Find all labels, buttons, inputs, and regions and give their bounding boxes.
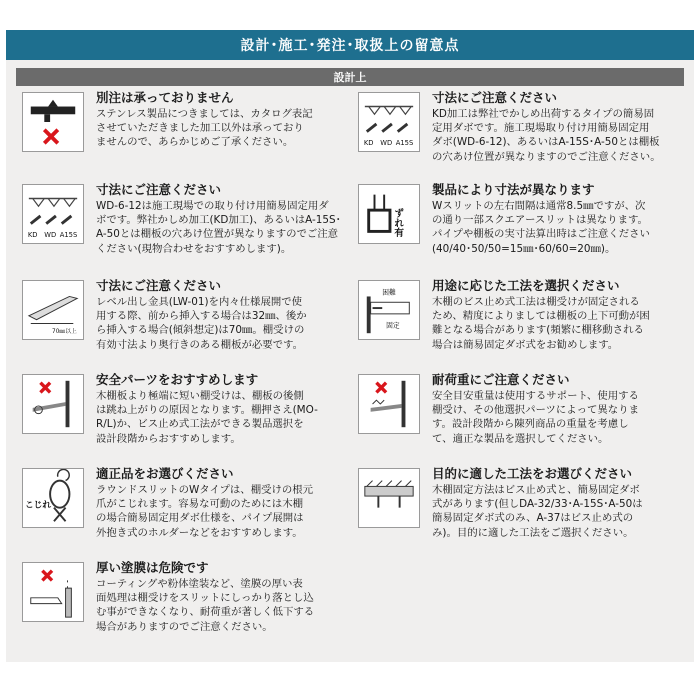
overload-warning-icon bbox=[358, 374, 420, 434]
note-heading: 別注は承っておりません bbox=[96, 90, 234, 105]
note-body: Wスリットの左右間隔は通常8.5㎜ですが、次 の通り一部スクエアースリットは異なります。 パイプや棚板の実寸法算出時はご注意ください (40/40･50/50=15㎜･60/60=20㎜)。 bbox=[432, 200, 650, 255]
note-heading: 寸法にご注意ください bbox=[96, 182, 222, 197]
note-body: 安全目安重量は使用するサポート、使用する 棚受け、その他選択パーツによって異なりま す。設計段階から陳列商品の重量を考慮し て、適正な製品を選択してください。 bbox=[432, 390, 639, 445]
svg-text:KD: KD bbox=[27, 231, 38, 240]
svg-text:WD: WD bbox=[44, 231, 57, 240]
level-bracket-icon bbox=[22, 280, 84, 340]
note-heading: 寸法にご注意ください bbox=[96, 278, 222, 293]
note-item-fixing-method bbox=[358, 466, 688, 556]
note-item-load-capacity bbox=[358, 372, 688, 462]
note-item-thick-coating bbox=[22, 560, 352, 650]
section-heading: 設計上 bbox=[16, 68, 684, 86]
screw-fixed-shelf-icon bbox=[358, 280, 420, 340]
note-item-dimension-kd bbox=[358, 90, 688, 180]
note-body: ステンレス製品につきましては、カタログ表記 させていただきました加工以外は承っており ませんので、あらかじめご了承ください。 bbox=[96, 108, 313, 149]
note-heading: 寸法にご注意ください bbox=[432, 90, 558, 105]
svg-text:WD: WD bbox=[380, 139, 393, 148]
svg-text:KD: KD bbox=[363, 139, 374, 148]
note-heading: 製品により寸法が異なります bbox=[432, 182, 595, 197]
prohibited-custom-icon bbox=[22, 92, 84, 152]
note-heading: 適正品をお選びください bbox=[96, 466, 234, 481]
note-heading: 厚い塗膜は危険です bbox=[96, 560, 209, 575]
note-item-slit-spacing bbox=[358, 182, 688, 272]
dowel-types-icon bbox=[358, 92, 420, 152]
svg-text:70㎜以上: 70㎜以上 bbox=[52, 329, 77, 336]
note-heading: 安全パーツをおすすめします bbox=[96, 372, 259, 387]
note-item-dimension-wd bbox=[22, 182, 352, 272]
svg-text:A15S: A15S bbox=[59, 231, 78, 240]
notes-panel bbox=[6, 30, 694, 662]
note-item-method-by-use bbox=[358, 278, 688, 368]
shelf-tip-warning-icon bbox=[22, 374, 84, 434]
note-heading: 耐荷重にご注意ください bbox=[432, 372, 570, 387]
note-body: 木棚のビス止め式工法は棚受けが固定される ため、精度によりましては棚板の上下可動が困 難となる場合があります(頻繁に棚移動される 場合は簡易固定ダボ式をお勧めします。 bbox=[432, 296, 650, 351]
note-body: レベル出し金具(LW-01)を内々仕様展開で使 用する際、前から挿入する場合は32㎜、後か ら挿入する場合(傾斜想定)は70㎜。棚受けの 有効寸法より奥行きのある棚板が必要です。 bbox=[96, 296, 307, 351]
slit-offset-icon bbox=[358, 184, 420, 244]
note-item-proper-product bbox=[22, 466, 352, 556]
note-body: 木棚板より極端に短い棚受けは、棚板の後側 は跳ね上がりの原因となります。棚押さえ(MO- R/L)か、ビス止め式工法ができる製品選択を 設計段階からおすすめします。 bbox=[96, 390, 318, 445]
svg-text:A15S: A15S bbox=[395, 139, 414, 148]
note-body: コーティングや粉体塗装など、塗膜の厚い表 面処理は棚受けをスリットにしっかり落とし込 む事ができなくなり、耐荷重が著しく低下する 場合がありますのでご注意ください。 bbox=[96, 578, 315, 633]
fixing-method-icon bbox=[358, 468, 420, 528]
note-item-custom-order bbox=[22, 90, 352, 180]
note-body: WD-6-12は施工現場での取り付け用簡易固定用ダ ボです。弊社かしめ加工(KD加工)、あるいはA-15S･ A-50とは棚板の穴あけ位置が異なりますのでご注意 ください(現物合わせをおすすめします)。 bbox=[96, 200, 341, 255]
note-body: KD加工は弊社でかしめ出荷するタイプの簡易固 定用ダボです。施工現場取り付け用簡易固定用 ダボ(WD-6-12)、あるいはA-15S･A-50とは棚板 の穴あけ位置が異なりますのでご注意ください。 bbox=[432, 108, 661, 163]
note-heading: 用途に応じた工法を選択ください bbox=[432, 278, 620, 293]
note-body: 木棚固定方法はビス止め式と、簡易固定ダボ 式があります(但しDA-32/33･A-15S･A-50は 簡易固定ダボ式のみ、A-37はビス止め式の み)。目的に適した工法をご選択ください。 bbox=[432, 484, 643, 539]
note-item-safety-parts bbox=[22, 372, 352, 462]
note-body: ラウンドスリットのWタイプは、棚受けの根元 爪がこじれます。容易な可動のためには木棚 の場合簡易固定用ダボ仕様を、パイプ展開は 外抱き式のホルダーなどをおすすめします。 bbox=[96, 484, 314, 539]
svg-text:固定: 固定 bbox=[386, 321, 400, 330]
thick-coating-icon bbox=[22, 562, 84, 622]
svg-text:ずれ有: ずれ有 bbox=[392, 208, 404, 238]
page-title: 設計･施工･発注･取扱上の留意点 bbox=[6, 30, 694, 60]
svg-text:こじれ: こじれ bbox=[24, 500, 52, 511]
note-heading: 目的に適した工法をお選びください bbox=[432, 466, 633, 481]
dowel-types-icon bbox=[22, 184, 84, 244]
svg-text:困難: 困難 bbox=[382, 288, 396, 297]
twisted-claw-icon bbox=[22, 468, 84, 528]
note-item-level-bracket bbox=[22, 278, 352, 368]
